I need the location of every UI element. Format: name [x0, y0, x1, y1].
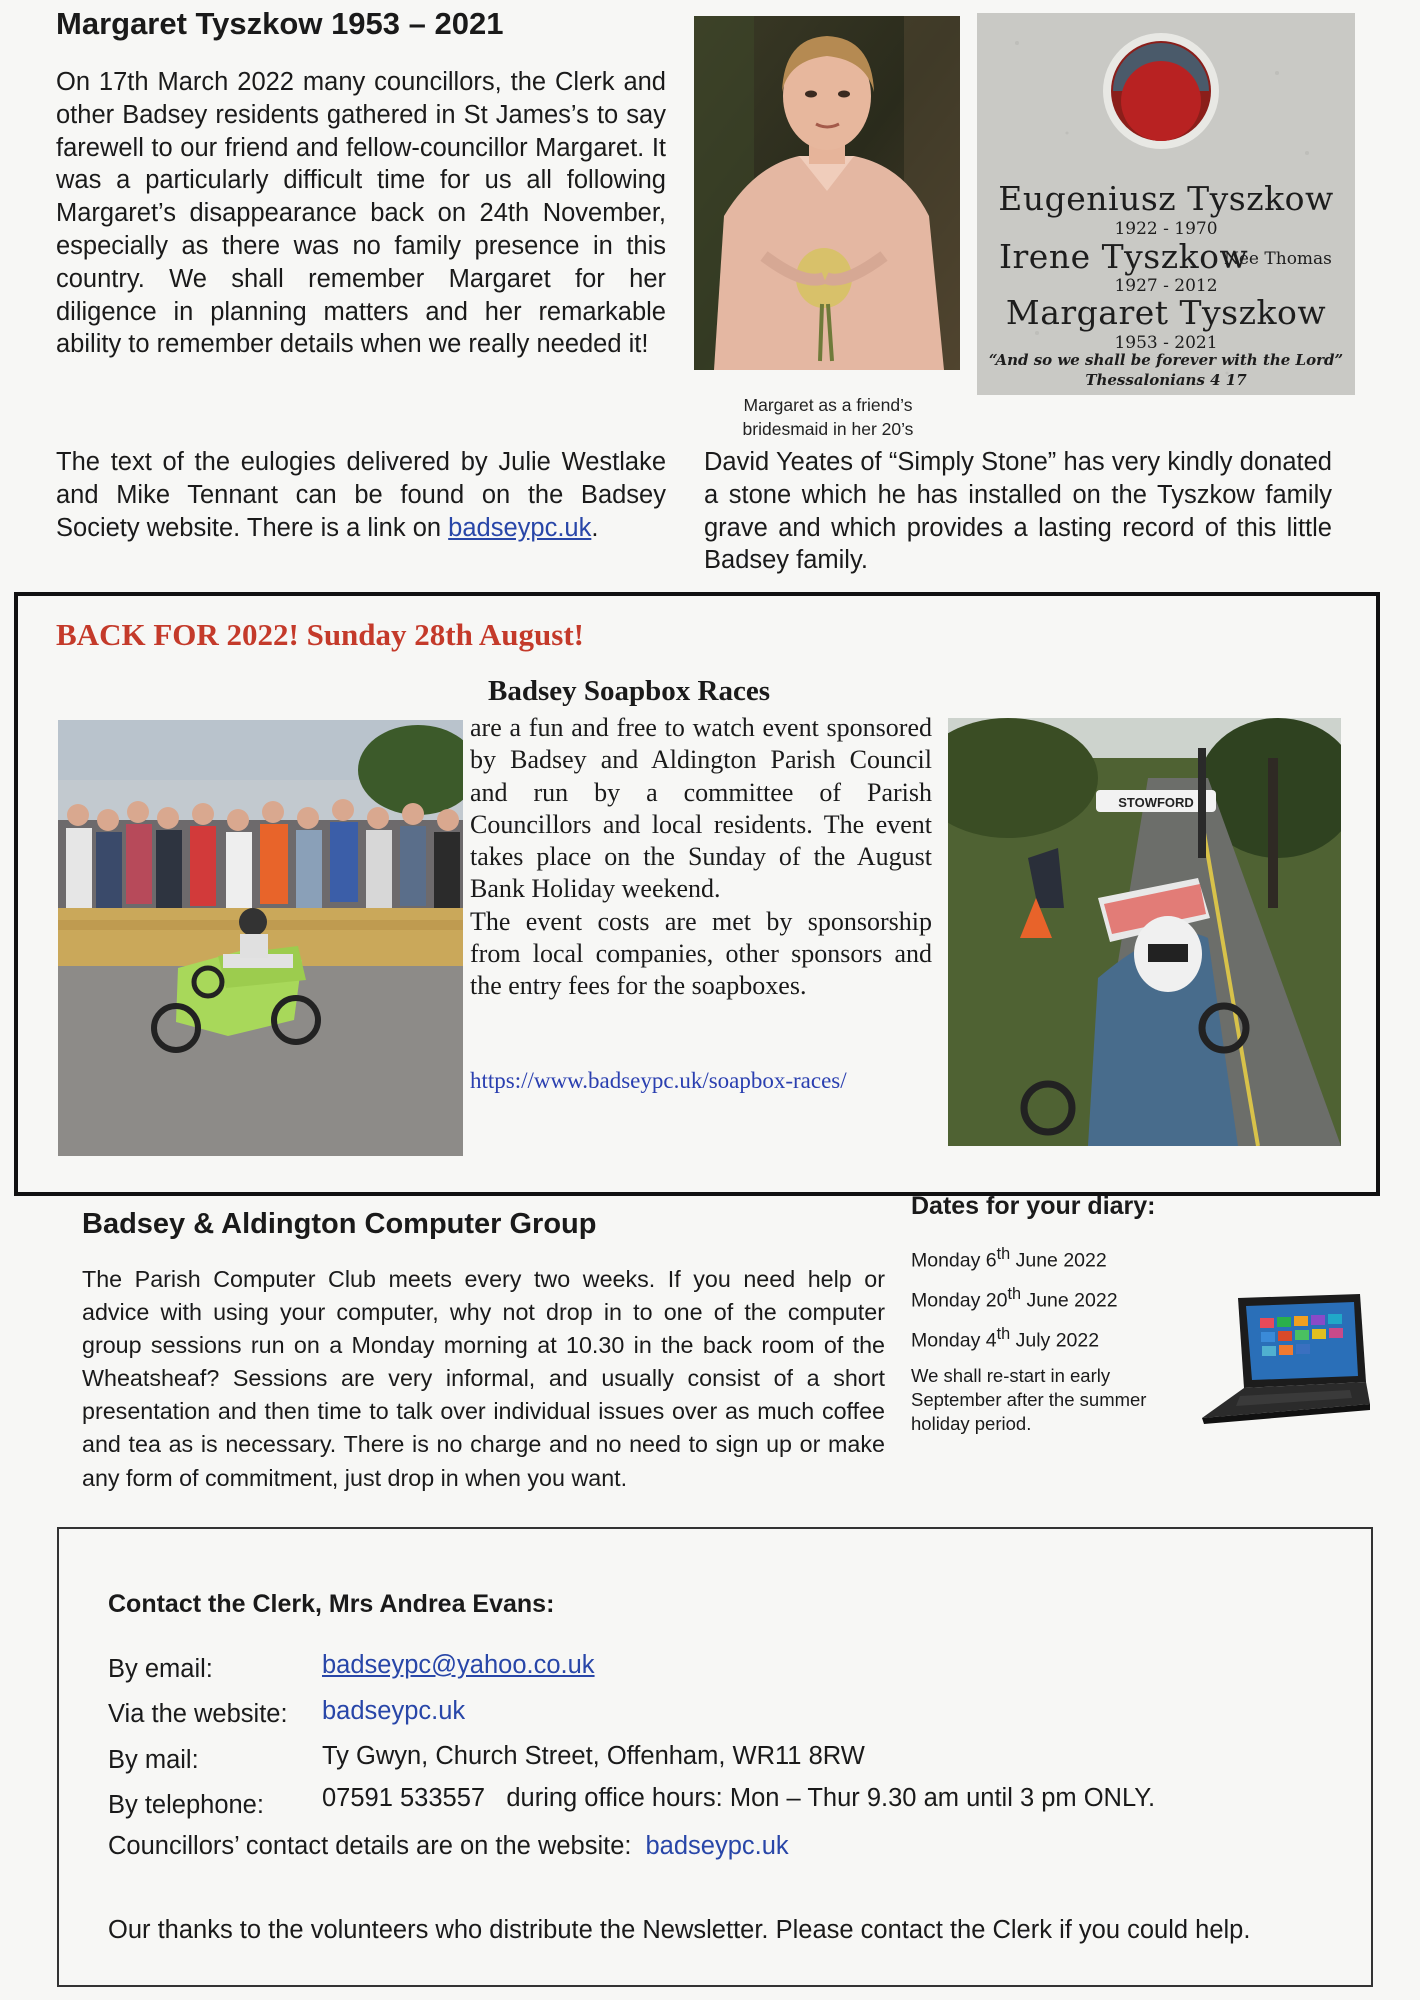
diary-date [911, 1245, 1107, 1273]
eulogy-period: . [591, 513, 599, 542]
laptop-image [1200, 1292, 1372, 1424]
diary-date-text: Monday 4 [911, 1329, 997, 1352]
diary-date-suffix: th [996, 1245, 1011, 1263]
councillors-website-link[interactable]: badseypc.uk [645, 1832, 789, 1860]
diary-date-month: June 2022 [1021, 1289, 1118, 1312]
diary-date-month: July 2022 [1010, 1329, 1100, 1352]
councillors-contact-line [108, 1832, 789, 1861]
memorial-title: Margaret Tyszkow 1953 – 2021 [56, 6, 504, 41]
telephone-details: 07591 533557 during office hours: Mon – Thur 9.30 am until 3 pm ONLY. [322, 1784, 1156, 1812]
caption-line: Margaret as a friend’s [743, 395, 913, 415]
soapbox-banner: BACK FOR 2022! Sunday 28th August! [56, 617, 584, 652]
green-soapbox-photo [58, 720, 463, 1156]
memorial-paragraph: On 17th March 2022 many councillors, the Clerk and other Badsey residents gathered in St James’s to say farewell to our friend and fellow-councillor Margaret. It was a particularly difficult time for us all following Margaret’s disappearance back on 24th November, especially as there was no family presence in this country. We shall remember Margaret for her diligence in planning matters and her remarkable ability to remember details when we really needed it! [56, 68, 666, 359]
blue-soapbox-photo [948, 718, 1341, 1146]
headstone-dates: 1922 - 1970 [1114, 219, 1218, 239]
stowford-sign: STOWFORD [1118, 795, 1194, 810]
diary-date-suffix: th [996, 1325, 1011, 1343]
soapbox-body-1: are a fun and free to watch event sponsored by Badsey and Aldington Parish Council and run by a committee of Parish Councillors and local residents. The event takes place on the Sunday of the August Bank Holiday weekend. [470, 713, 932, 904]
diary-date [911, 1285, 1118, 1313]
councillors-text: Councillors’ contact details are on the website: [108, 1832, 632, 1860]
diary-title: Dates for your diary: [911, 1192, 1156, 1220]
soapbox-body-2: The event costs are met by sponsorship from local companies, other sponsors and the entry fees for the soapboxes. [470, 906, 932, 1001]
headstone-quote: “And so we shall be forever with the Lord” [988, 351, 1344, 369]
headstone-dates: 1953 - 2021 [1114, 333, 1218, 353]
eulogy-text: The text of the eulogies delivered by Julie Westlake and Mike Tennant can be found on the Badsey Society website. There is a link on [56, 448, 666, 542]
badseypc-link[interactable]: badseypc.uk [448, 513, 592, 542]
photo-caption [700, 393, 956, 441]
mail-label: By mail: [108, 1746, 199, 1774]
eulogy-paragraph [56, 446, 666, 544]
diary-date-suffix: th [1007, 1285, 1022, 1303]
contact-title: Contact the Clerk, Mrs Andrea Evans: [108, 1590, 555, 1618]
headstone-name: Irene Tyszkow [999, 237, 1249, 276]
thanks-note: Our thanks to the volunteers who distribute the Newsletter. Please contact the Clerk if you could help. [108, 1916, 1251, 1944]
mail-address: Ty Gwyn, Church Street, Offenham, WR11 8RW [322, 1742, 865, 1770]
soapbox-description [470, 712, 932, 1003]
email-label: By email: [108, 1655, 213, 1683]
diary-date-text: Monday 6 [911, 1249, 997, 1272]
headstone-reference: Thessalonians 4 17 [1085, 371, 1247, 389]
diary-date [911, 1325, 1099, 1353]
telephone-label: By telephone: [108, 1791, 264, 1819]
website-label: Via the website: [108, 1700, 288, 1728]
headstone-nee: Nee Thomas [1224, 249, 1332, 269]
stone-paragraph: David Yeates of “Simply Stone” has very kindly donated a stone which he has installed on the Tyszkow family grave and which provides a lasting record of this little Badsey family. [704, 448, 1332, 575]
email-link[interactable]: badseypc@yahoo.co.uk [322, 1651, 595, 1679]
computer-group-body: The Parish Computer Club meets every two weeks. If you need help or advice with using your computer, why not drop in to one of the computer group sessions run on a Monday morning at 10.30 in the back room of the Wheatsheaf? Sessions are very informal, and usually consist of a short presentation and then time to talk over individual issues over as much coffee and tea as is necessary. There is no charge and no need to sign up or make any form of commitment, just drop in when you want. [82, 1266, 885, 1491]
website-link[interactable]: badseypc.uk [322, 1697, 466, 1725]
soapbox-races-link[interactable]: https://www.badseypc.uk/soapbox-races/ [470, 1068, 847, 1093]
diary-date-text: Monday 20 [911, 1289, 1008, 1312]
diary-date-month: June 2022 [1010, 1249, 1107, 1272]
headstone-name: Eugeniusz Tyszkow [998, 179, 1334, 218]
headstone-photo [977, 13, 1355, 395]
margaret-portrait-photo [694, 16, 960, 370]
caption-line: bridesmaid in her 20’s [742, 419, 914, 439]
headstone-name: Margaret Tyszkow [1005, 293, 1327, 332]
diary-note: We shall re-start in early September after the summer holiday period. [911, 1365, 1147, 1434]
computer-group-title: Badsey & Aldington Computer Group [82, 1208, 597, 1240]
soapbox-title: Badsey Soapbox Races [488, 675, 770, 707]
headstone-dates: 1927 - 2012 [1114, 276, 1218, 296]
